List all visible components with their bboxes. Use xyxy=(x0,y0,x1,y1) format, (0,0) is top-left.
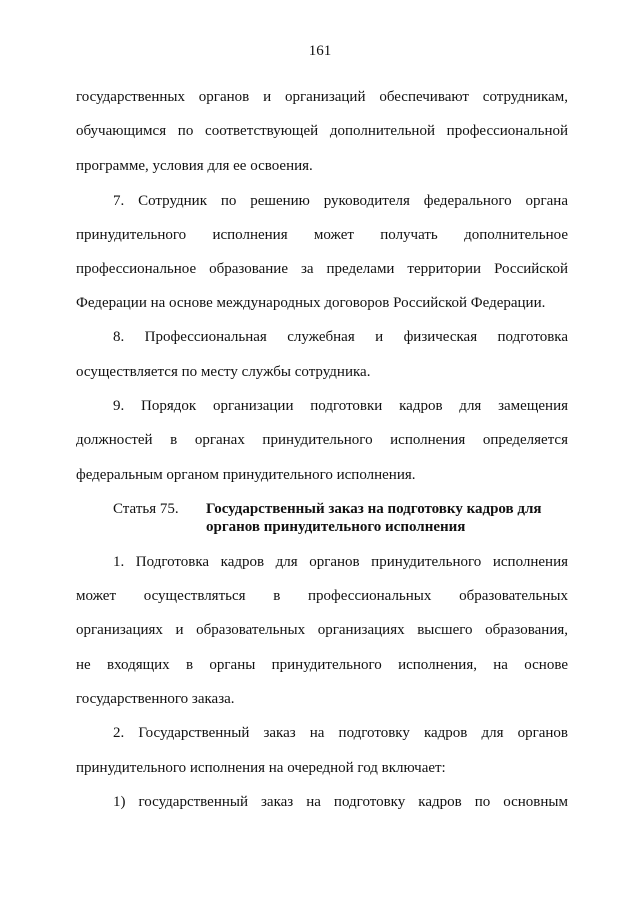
article-label: Статья 75. xyxy=(113,501,179,517)
article-title-line: Государственный заказ на подготовку кадров для xyxy=(206,501,542,517)
paragraph-line: принудительного исполнения на очередной год включает: xyxy=(76,760,446,776)
paragraph-line: организациях и образовательных организациях высшего образования, xyxy=(76,622,568,638)
paragraph-line: 7. Сотрудник по решению руководителя федерального органа xyxy=(113,193,568,209)
page-number: 161 xyxy=(308,43,332,59)
paragraph-line: 1) государственный заказ на подготовку кадров по основным xyxy=(113,794,568,810)
paragraph-line: 9. Порядок организации подготовки кадров для замещения xyxy=(113,398,568,414)
paragraph-line: государственных органов и организаций обеспечивают сотрудникам, xyxy=(76,89,568,105)
paragraph-line: федеральным органом принудительного исполнения. xyxy=(76,467,416,483)
article-title xyxy=(206,500,568,536)
paragraph-line: 8. Профессиональная служебная и физическая подготовка xyxy=(113,329,568,345)
paragraph-line: обучающимся по соответствующей дополнительной профессиональной xyxy=(76,123,568,139)
article-title-line: органов принудительного исполнения xyxy=(206,519,466,535)
paragraph-line: может осуществляться в профессиональных образовательных xyxy=(76,588,568,604)
paragraph-line: государственного заказа. xyxy=(76,691,235,707)
paragraph-line: профессиональное образование за пределами территории Российской xyxy=(76,261,568,277)
paragraph-line: принудительного исполнения может получать дополнительное xyxy=(76,227,568,243)
paragraph-line: не входящих в органы принудительного исполнения, на основе xyxy=(76,657,568,673)
paragraph-line: осуществляется по месту службы сотрудника. xyxy=(76,364,371,380)
paragraph-line: должностей в органах принудительного исполнения определяется xyxy=(76,432,568,448)
paragraph-line: 2. Государственный заказ на подготовку кадров для органов xyxy=(113,725,568,741)
paragraph-line: программе, условия для ее освоения. xyxy=(76,158,313,174)
paragraph-line: 1. Подготовка кадров для органов принудительного исполнения xyxy=(113,554,568,570)
paragraph-line: Федерации на основе международных договоров Российской Федерации. xyxy=(76,295,546,311)
